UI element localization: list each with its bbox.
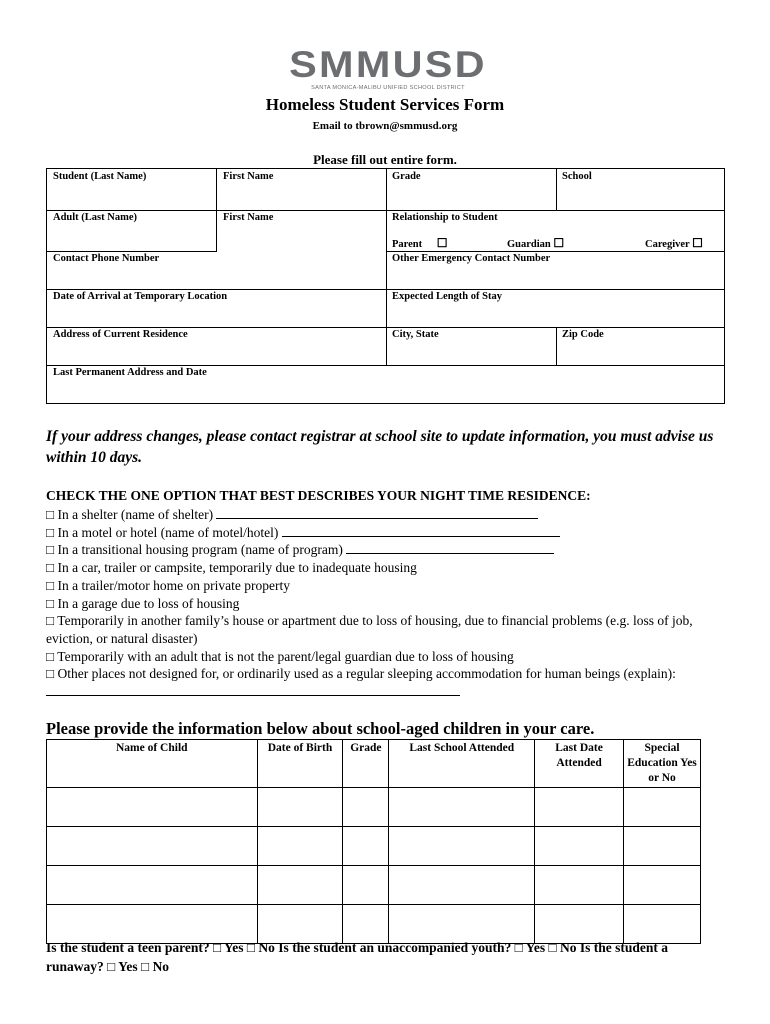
table-cell[interactable] [624, 827, 701, 866]
explain-line[interactable] [46, 683, 460, 696]
grade-field[interactable]: Grade [392, 171, 421, 182]
address-change-notice: If your address changes, please contact registrar at school site to update information, you must advise us within 10 days. [46, 428, 714, 466]
residence-heading: CHECK THE ONE OPTION THAT BEST DESCRIBES YOUR NIGHT TIME RESIDENCE: [46, 488, 591, 503]
grid-line [556, 327, 557, 366]
table-cell[interactable] [535, 788, 624, 827]
table-cell[interactable] [624, 866, 701, 905]
table-cell[interactable] [47, 788, 258, 827]
table-cell[interactable] [257, 788, 343, 827]
parent-label: Parent [392, 239, 423, 250]
school-field[interactable]: School [562, 171, 592, 182]
table-cell[interactable] [343, 866, 389, 905]
residence-option-non-parent-adult[interactable]: □ Temporarily with an adult that is not the parent/legal guardian due to loss of housing [46, 648, 514, 664]
table-row [47, 866, 701, 905]
table-cell[interactable] [389, 866, 535, 905]
guardian-option[interactable] [507, 236, 564, 251]
fill-instruction: Please fill out entire form. [313, 152, 457, 167]
table-cell[interactable] [535, 866, 624, 905]
grid-line [216, 168, 217, 252]
last-permanent-address-field[interactable]: Last Permanent Address and Date [53, 367, 207, 378]
residence-option-family-house[interactable]: □ Temporarily in another family’s house or apartment due to loss of housing, due to financial problems (e.g. loss of job, eviction, or natural disaster) [46, 613, 693, 646]
logo-mark: SMMUSD [289, 44, 487, 85]
residence-option-transitional[interactable]: □ In a transitional housing program (name of program) [46, 541, 716, 559]
caregiver-label: Caregiver [645, 239, 690, 250]
guardian-checkbox-icon[interactable]: ☐ [553, 236, 565, 250]
email-instruction: Email to tbrown@smmusd.org [312, 120, 458, 132]
district-name: SANTA MONICA-MALIBU UNIFIED SCHOOL DISTRICT [311, 85, 465, 91]
table-header-row [47, 740, 701, 788]
table-cell[interactable] [389, 827, 535, 866]
residence-option-other[interactable]: □ Other places not designed for, or ordinarily used as a regular sleeping accommodation for human beings (explain): [46, 665, 716, 700]
parent-checkbox-icon[interactable]: ☐ [436, 236, 448, 250]
table-cell[interactable] [257, 827, 343, 866]
residence-option-shelter[interactable]: □ In a shelter (name of shelter) [46, 506, 716, 524]
table-cell[interactable] [535, 827, 624, 866]
residence-option-garage[interactable]: □ In a garage due to loss of housing [46, 595, 240, 611]
table-cell[interactable] [343, 827, 389, 866]
caregiver-option[interactable] [645, 236, 703, 251]
table-cell[interactable] [47, 866, 258, 905]
table-row [47, 788, 701, 827]
arrival-date-field[interactable]: Date of Arrival at Temporary Location [53, 291, 228, 302]
grid-line [46, 251, 216, 252]
caregiver-checkbox-icon[interactable]: ☐ [692, 236, 703, 250]
col-grade: Grade [343, 740, 389, 788]
parent-option[interactable] [392, 236, 448, 251]
grid-line [386, 251, 725, 252]
motel-name-line[interactable] [282, 524, 560, 537]
guardian-label: Guardian [507, 239, 551, 250]
col-special-education: Special Education Yes or No [624, 740, 701, 788]
contact-phone-field[interactable]: Contact Phone Number [53, 253, 160, 264]
adult-first-name-field[interactable]: First Name [223, 212, 274, 223]
grid-line [556, 168, 557, 211]
children-heading: Please provide the information below about school-aged children in your care. [46, 719, 595, 738]
length-of-stay-field[interactable]: Expected Length of Stay [392, 291, 502, 302]
residence-option-motel[interactable]: □ In a motel or hotel (name of motel/hotel) [46, 524, 716, 542]
residence-option-trailer[interactable]: □ In a trailer/motor home on private property [46, 577, 290, 593]
table-cell[interactable] [257, 866, 343, 905]
adult-last-name-field[interactable]: Adult (Last Name) [53, 212, 137, 223]
grid-line [386, 168, 387, 366]
shelter-name-line[interactable] [216, 506, 538, 519]
col-date-of-birth: Date of Birth [257, 740, 343, 788]
relationship-label: Relationship to Student [392, 212, 498, 223]
col-last-date: Last Date Attended [535, 740, 624, 788]
zip-code-field[interactable]: Zip Code [562, 329, 604, 340]
program-name-line[interactable] [346, 541, 554, 554]
residence-option-car[interactable]: □ In a car, trailer or campsite, temporarily due to inadequate housing [46, 560, 417, 576]
table-cell[interactable] [343, 788, 389, 827]
table-cell[interactable] [624, 788, 701, 827]
student-status-questions[interactable]: Is the student a teen parent? □ Yes □ No Is the student an unaccompanied youth? □ Yes □ No Is the student a runaway? □ Yes □ No [46, 940, 669, 974]
residence-options [46, 506, 716, 701]
current-address-field[interactable]: Address of Current Residence [53, 329, 188, 340]
table-cell[interactable] [389, 788, 535, 827]
city-state-field[interactable]: City, State [392, 329, 439, 340]
student-first-name-field[interactable]: First Name [223, 171, 274, 182]
col-last-school: Last School Attended [389, 740, 535, 788]
form-title: Homeless Student Services Form [265, 95, 505, 114]
district-logo [289, 44, 487, 91]
student-last-name-field[interactable]: Student (Last Name) [53, 171, 147, 182]
emergency-contact-field[interactable]: Other Emergency Contact Number [392, 253, 551, 264]
children-table [46, 739, 701, 944]
col-name-of-child: Name of Child [47, 740, 258, 788]
table-row [47, 827, 701, 866]
table-cell[interactable] [47, 827, 258, 866]
